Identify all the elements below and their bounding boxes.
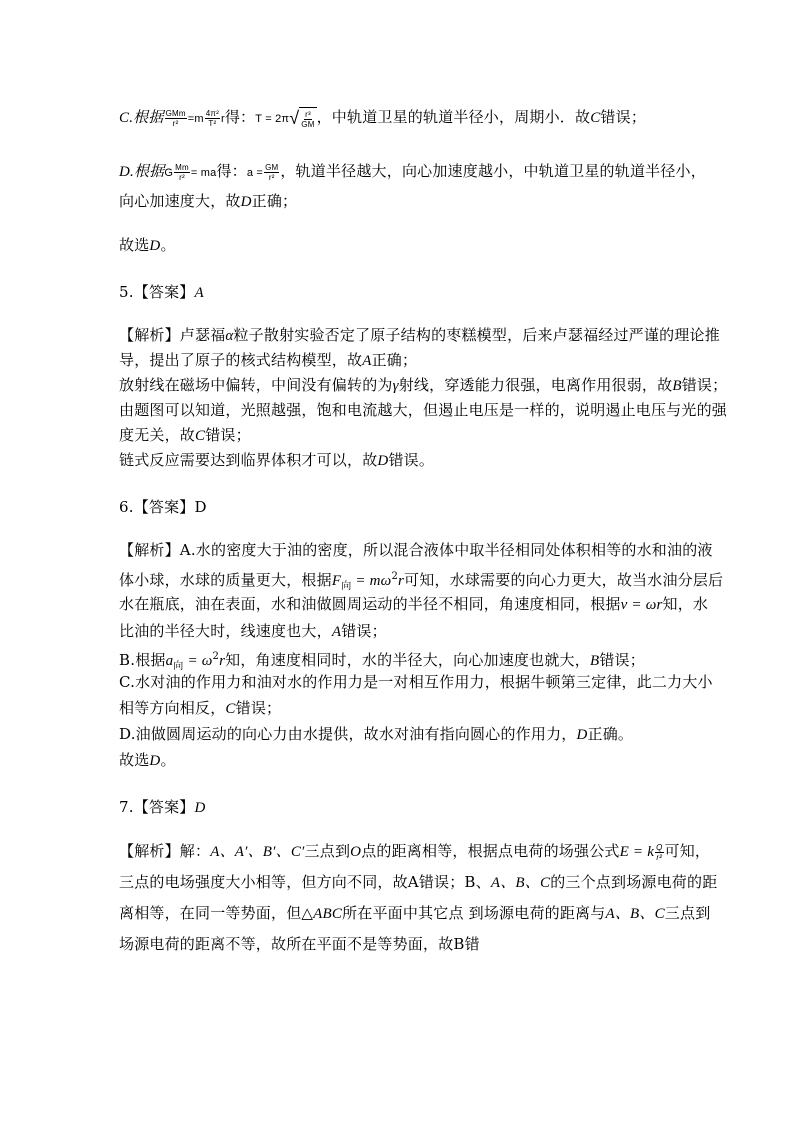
text-segment: D bbox=[149, 753, 161, 769]
text-segment: 正确； bbox=[371, 351, 418, 369]
text-segment: ，中轨道卫星的轨道半径小，周期小．故 bbox=[316, 108, 591, 126]
math-symbol: a bbox=[165, 653, 174, 669]
answer-6-heading bbox=[119, 496, 207, 518]
text-segment: 导，提出了原子的核式结构模型，故 bbox=[119, 351, 363, 369]
math-symbol: r bbox=[220, 113, 225, 125]
fraction-numerator: r³ bbox=[305, 110, 311, 120]
text-segment: 错误。 bbox=[388, 451, 435, 469]
text-segment: 错误； bbox=[600, 108, 647, 126]
text-segment: 【解析】解： bbox=[119, 842, 211, 860]
text-segment: D.根据 bbox=[119, 164, 165, 180]
text-segment: 三点到 bbox=[304, 842, 351, 860]
option-c-line bbox=[119, 106, 646, 130]
text-segment: B bbox=[589, 653, 600, 669]
text-segment: 错误； bbox=[341, 622, 387, 640]
fraction-numerator: GM bbox=[265, 162, 279, 172]
fraction-numerator: Mm bbox=[175, 162, 189, 172]
fraction-denominator: r² bbox=[656, 852, 663, 862]
fraction bbox=[205, 109, 220, 128]
text-segment: 【解析】A.水的密度大于油的密度，所以混合液体中取半径相同处体积相等的水和油的液 bbox=[119, 541, 713, 559]
radical-sign: √ bbox=[289, 108, 300, 129]
text-segment: 粒子散射实验否定了原子结构的枣糕模型，后来卢瑟福经过严谨的理论推 bbox=[233, 326, 720, 344]
text-segment: 比油的半径大时，线速度也大， bbox=[119, 622, 332, 640]
text-segment: 。 bbox=[160, 236, 176, 254]
analysis-7-line-3 bbox=[119, 902, 710, 925]
math-symbol: = ω bbox=[183, 653, 213, 669]
analysis-5-line-1 bbox=[119, 324, 720, 347]
text-segment: B.根据 bbox=[119, 651, 166, 669]
math-symbol: r bbox=[398, 573, 405, 589]
analysis-5-line-6 bbox=[119, 449, 434, 472]
text-segment: 5.【答案】 bbox=[119, 283, 195, 301]
fraction-numerator: Q bbox=[656, 842, 663, 852]
text-segment: 链式反应需要达到临界体积才可以，故 bbox=[119, 451, 378, 469]
analysis-7-line-1 bbox=[119, 840, 710, 863]
text-segment: 得： bbox=[224, 108, 256, 126]
text-segment: O bbox=[350, 844, 362, 860]
math-subscript: 向 bbox=[173, 661, 184, 672]
fraction bbox=[174, 163, 190, 182]
text-segment: C.水对油的作用力和油对水的作用力是一对相互作用力，根据牛顿第三定律，此二力大小 bbox=[119, 673, 713, 691]
text-segment: 可知，水球需要的向心力更大，故当水油分层后 bbox=[404, 571, 724, 589]
fraction-denominator: T² bbox=[208, 118, 217, 128]
math-symbol: = bbox=[187, 113, 195, 125]
text-segment: γ bbox=[392, 378, 399, 394]
analysis-5-line-3 bbox=[119, 374, 727, 397]
square-root bbox=[289, 106, 316, 130]
text-segment: 错误； bbox=[235, 699, 282, 717]
text-segment: 错误； bbox=[681, 376, 728, 394]
text-segment: α bbox=[225, 328, 234, 344]
math-symbol: G bbox=[164, 167, 174, 179]
math-symbol: F bbox=[331, 573, 342, 589]
text-segment: 离相等，在同一等势面，但 bbox=[119, 904, 302, 922]
text-segment: 射线，穿透能力很强，电离作用很弱，故 bbox=[398, 376, 673, 394]
analysis-6-line-8 bbox=[119, 723, 633, 746]
analysis-6-line-6 bbox=[119, 671, 713, 693]
fraction-denominator: r² bbox=[179, 172, 185, 182]
text-segment: A、B、C bbox=[605, 906, 665, 922]
fraction-denominator: GM bbox=[301, 120, 315, 130]
text-segment: 水在瓶底，油在表面，水和油做圆周运动的半径不相同，角速度相同，根据 bbox=[119, 595, 621, 613]
text-segment: 故选 bbox=[119, 751, 150, 769]
analysis-6-line-9 bbox=[119, 749, 176, 772]
math-superscript: 2 bbox=[391, 571, 398, 582]
text-segment: D bbox=[377, 453, 389, 469]
text-segment: 所在平面中其它点 到场源电荷的距离与 bbox=[342, 904, 606, 922]
text-segment: 三点的电场强度大小相等，但方向不同，故A错误；B、 bbox=[119, 873, 491, 891]
math-symbol: = ma bbox=[190, 167, 217, 179]
text-segment: D bbox=[194, 800, 206, 816]
math-superscript: 2 bbox=[212, 651, 220, 662]
answer-7-heading bbox=[119, 796, 206, 819]
text-segment: 三点到 bbox=[664, 904, 711, 922]
fraction-denominator: r² bbox=[172, 118, 179, 128]
fraction bbox=[655, 843, 663, 862]
text-segment: 体小球，水球的质量更大，根据 bbox=[119, 571, 332, 589]
text-segment: 。 bbox=[160, 751, 176, 769]
text-segment: D bbox=[149, 238, 161, 254]
text-segment: 正确； bbox=[251, 192, 298, 210]
math-symbol: = mω bbox=[351, 573, 392, 589]
text-segment: 正确。 bbox=[587, 725, 634, 743]
fraction bbox=[165, 109, 187, 128]
math-symbol: m bbox=[194, 113, 204, 125]
analysis-5-line-4 bbox=[119, 399, 727, 421]
text-segment: 【解析】卢瑟福 bbox=[119, 326, 226, 344]
text-segment: D.油做圆周运动的向心力由水提供，故水对油有指向圆心的作用力， bbox=[119, 725, 577, 743]
math-subscript: 向 bbox=[341, 581, 352, 592]
analysis-5-line-2 bbox=[119, 349, 417, 372]
analysis-5-line-5 bbox=[119, 424, 251, 447]
text-segment: 6.【答案】D bbox=[119, 498, 207, 516]
text-segment: A bbox=[331, 624, 342, 640]
analysis-6-line-3 bbox=[119, 593, 708, 616]
math-symbol: r bbox=[219, 653, 226, 669]
text-segment: A bbox=[194, 285, 204, 301]
math-symbol: E = k bbox=[619, 844, 655, 860]
text-segment: D bbox=[576, 727, 588, 743]
text-segment: 可知， bbox=[664, 842, 711, 860]
select-line bbox=[119, 234, 176, 257]
fraction-denominator: r² bbox=[268, 172, 275, 182]
math-symbol: T = 2π bbox=[255, 113, 290, 125]
option-d-line bbox=[119, 160, 706, 184]
text-segment: 知，水 bbox=[662, 595, 709, 613]
analysis-6-line-1 bbox=[119, 539, 713, 561]
text-segment: D bbox=[240, 194, 252, 210]
text-segment: 度无关，故 bbox=[119, 426, 196, 444]
fraction bbox=[264, 163, 279, 182]
text-segment: △ABC bbox=[301, 906, 343, 922]
fraction-numerator: GMm bbox=[165, 108, 186, 118]
text-segment: C bbox=[225, 701, 236, 717]
text-segment: 错误； bbox=[205, 426, 251, 444]
math-symbol: a = bbox=[246, 167, 264, 179]
text-segment: 放射线在磁场中偏转，中间没有偏转的为 bbox=[119, 376, 393, 394]
text-segment: 场源电荷的距离不等，故所在平面不是等势面，故B错 bbox=[119, 935, 480, 953]
text-segment: 故选 bbox=[119, 236, 150, 254]
text-segment: 相等方向相反， bbox=[119, 699, 226, 717]
text-segment: A bbox=[362, 353, 372, 369]
option-d-line-2 bbox=[119, 190, 297, 213]
fraction bbox=[300, 110, 315, 129]
text-segment: 点的距离相等，根据点电荷的场强公式 bbox=[361, 842, 620, 860]
fraction-numerator: 4π² bbox=[205, 108, 219, 118]
text-segment: 错误； bbox=[599, 651, 645, 669]
text-segment: C bbox=[590, 110, 601, 126]
text-segment: 向心加速度大，故 bbox=[119, 192, 241, 210]
text-segment: ，轨道半径越大，向心加速度越小，中轨道卫星的轨道半径小， bbox=[280, 162, 706, 180]
text-segment: 由题图可以知道，光照越强，饱和电流越大，但遏止电压是一样的，说明遏止电压与光的强 bbox=[119, 401, 728, 419]
text-segment: A、A′、B′、C′ bbox=[210, 844, 305, 860]
analysis-7-line-2 bbox=[119, 871, 717, 894]
analysis-7-line-4 bbox=[119, 933, 480, 955]
math-symbol: v = ωr bbox=[620, 597, 663, 613]
text-segment: C bbox=[195, 428, 206, 444]
text-segment: 7.【答案】 bbox=[119, 798, 195, 816]
text-segment: 的三个点到场源电荷的距 bbox=[550, 873, 718, 891]
text-segment: 知，角速度相同时，水的半径大，向心加速度也就大， bbox=[225, 651, 590, 669]
text-segment: A、B、C bbox=[490, 875, 551, 891]
text-segment: B bbox=[672, 378, 682, 394]
answer-5-heading bbox=[119, 281, 204, 304]
analysis-6-line-4 bbox=[119, 620, 387, 643]
analysis-6-line-7 bbox=[119, 697, 281, 720]
text-segment: 得： bbox=[216, 162, 247, 180]
text-segment: C.根据 bbox=[119, 110, 164, 126]
